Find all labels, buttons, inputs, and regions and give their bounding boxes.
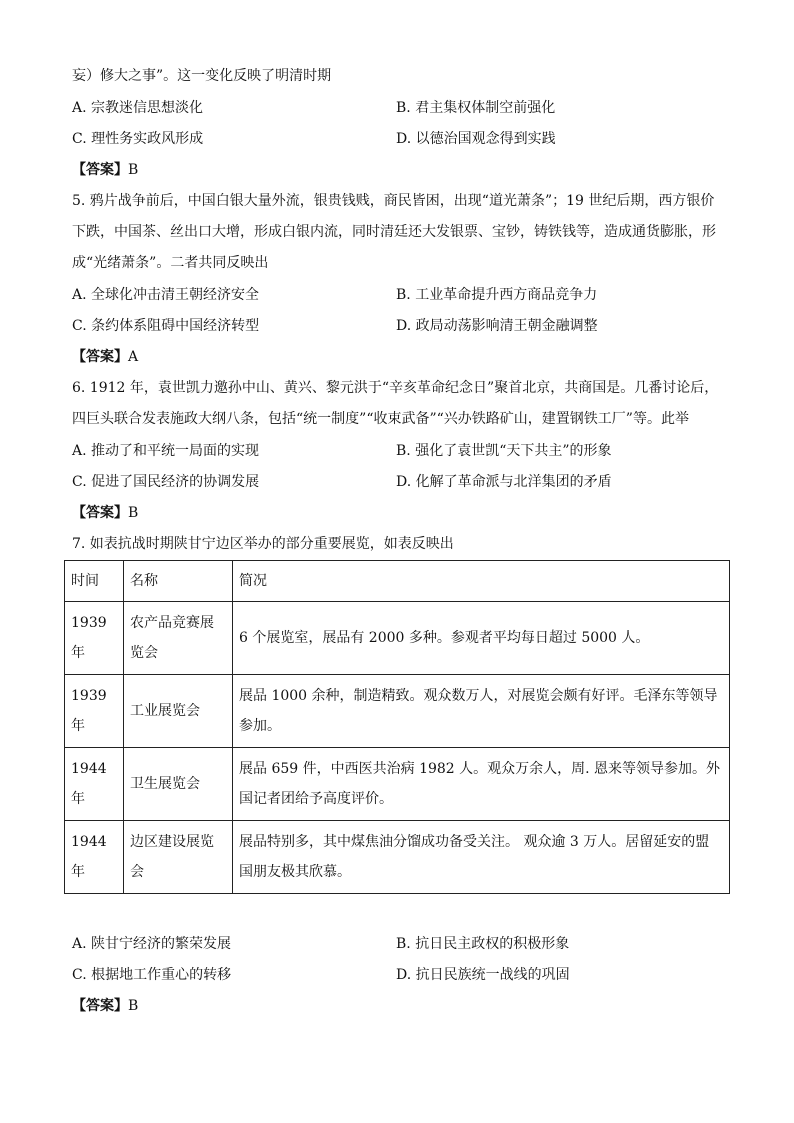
table-row bbox=[65, 821, 730, 894]
question-5-stem-line1: 5. 鸦片战争前后，中国白银大量外流，银贵钱贱，商民皆困，出现“道光萧条”；19 世纪后期，西方银价 bbox=[72, 193, 715, 209]
q6-option-c: C. 促进了国民经济的协调发展 bbox=[72, 474, 260, 490]
cell-summary: 展品 1000 余种，制造精致。观众数万人，对展览会颇有好评。毛泽东等领导参加。 bbox=[233, 675, 730, 748]
header-summary: 简况 bbox=[233, 561, 730, 602]
exhibition-table bbox=[64, 560, 730, 894]
q4-option-d: D. 以德治国观念得到实践 bbox=[396, 131, 556, 147]
header-name: 名称 bbox=[124, 561, 233, 602]
table-row bbox=[65, 602, 730, 675]
q7-option-c: C. 根据地工作重心的转移 bbox=[72, 967, 232, 983]
answer-value: B bbox=[128, 998, 139, 1014]
q5-option-b: B. 工业革命提升西方商品竞争力 bbox=[396, 287, 598, 303]
q7-option-d: D. 抗日民族统一战线的巩固 bbox=[396, 967, 570, 983]
cell-time: 1939 年 bbox=[65, 602, 124, 675]
q5-option-c: C. 条约体系阻碍中国经济转型 bbox=[72, 318, 260, 334]
q5-option-a: A. 全球化冲击清王朝经济安全 bbox=[72, 287, 260, 303]
q4-option-b: B. 君主集权体制空前强化 bbox=[396, 100, 556, 116]
q4-answer bbox=[72, 160, 138, 180]
cell-name: 工业展览会 bbox=[124, 675, 233, 748]
q6-answer bbox=[72, 503, 138, 523]
cell-time: 1944 年 bbox=[65, 748, 124, 821]
header-time: 时间 bbox=[65, 561, 124, 602]
question-4-stem-tail: 妄）修大之事”。这一变化反映了明清时期 bbox=[72, 68, 332, 84]
answer-label: 【答案】 bbox=[72, 505, 128, 521]
cell-name: 卫生展览会 bbox=[124, 748, 233, 821]
answer-value: B bbox=[128, 162, 139, 178]
cell-time: 1944 年 bbox=[65, 821, 124, 894]
answer-label: 【答案】 bbox=[72, 162, 128, 178]
question-6-stem-line2: 四巨头联合发表施政大纲八条，包括“统一制度”“收束武备”“兴办铁路矿山，建置钢铁工厂”等。此举 bbox=[72, 411, 689, 427]
q7-answer bbox=[72, 996, 138, 1016]
q4-option-c: C. 理性务实政风形成 bbox=[72, 131, 204, 147]
answer-label: 【答案】 bbox=[72, 998, 128, 1014]
answer-label: 【答案】 bbox=[72, 349, 128, 365]
table-row bbox=[65, 748, 730, 821]
q6-option-a: A. 推动了和平统一局面的实现 bbox=[72, 443, 260, 459]
question-5-stem-line3: 成“光绪萧条”。二者共同反映出 bbox=[72, 255, 269, 271]
cell-time: 1939 年 bbox=[65, 675, 124, 748]
question-7-stem: 7. 如表抗战时期陕甘宁边区举办的部分重要展览，如表反映出 bbox=[72, 536, 454, 552]
q5-option-d: D. 政局动荡影响清王朝金融调整 bbox=[396, 318, 598, 334]
question-6-stem-line1: 6. 1912 年，袁世凯力邀孙中山、黄兴、黎元洪于“辛亥革命纪念日”聚首北京，共商国是。几番讨论后， bbox=[72, 380, 719, 396]
table-row bbox=[65, 675, 730, 748]
cell-summary: 展品 659 件，中西医共治病 1982 人。观众万余人，周. 恩来等领导参加。外国记者团给予高度评价。 bbox=[233, 748, 730, 821]
cell-summary: 展品特别多，其中煤焦油分馏成功备受关注。 观众逾 3 万人。居留延安的盟国朋友极其欣慕。 bbox=[233, 821, 730, 894]
q4-option-a: A. 宗教迷信思想淡化 bbox=[72, 100, 204, 116]
cell-name: 农产品竞赛展览会 bbox=[124, 602, 233, 675]
answer-value: B bbox=[128, 505, 139, 521]
question-5-stem-line2: 下跌，中国茶、丝出口大增，形成白银内流，同时清廷还大发银票、宝钞，铸铁钱等，造成通货膨胀，形 bbox=[72, 224, 716, 240]
q7-option-a: A. 陕甘宁经济的繁荣发展 bbox=[72, 936, 232, 952]
answer-value: A bbox=[128, 349, 139, 365]
q7-option-b: B. 抗日民主政权的积极形象 bbox=[396, 936, 570, 952]
cell-summary: 6 个展览室，展品有 2000 多种。参观者平均每日超过 5000 人。 bbox=[233, 602, 730, 675]
cell-name: 边区建设展览会 bbox=[124, 821, 233, 894]
q5-answer bbox=[72, 347, 138, 367]
q6-option-b: B. 强化了袁世凯“天下共主”的形象 bbox=[396, 443, 612, 459]
table-header-row bbox=[65, 561, 730, 602]
q6-option-d: D. 化解了革命派与北洋集团的矛盾 bbox=[396, 474, 612, 490]
